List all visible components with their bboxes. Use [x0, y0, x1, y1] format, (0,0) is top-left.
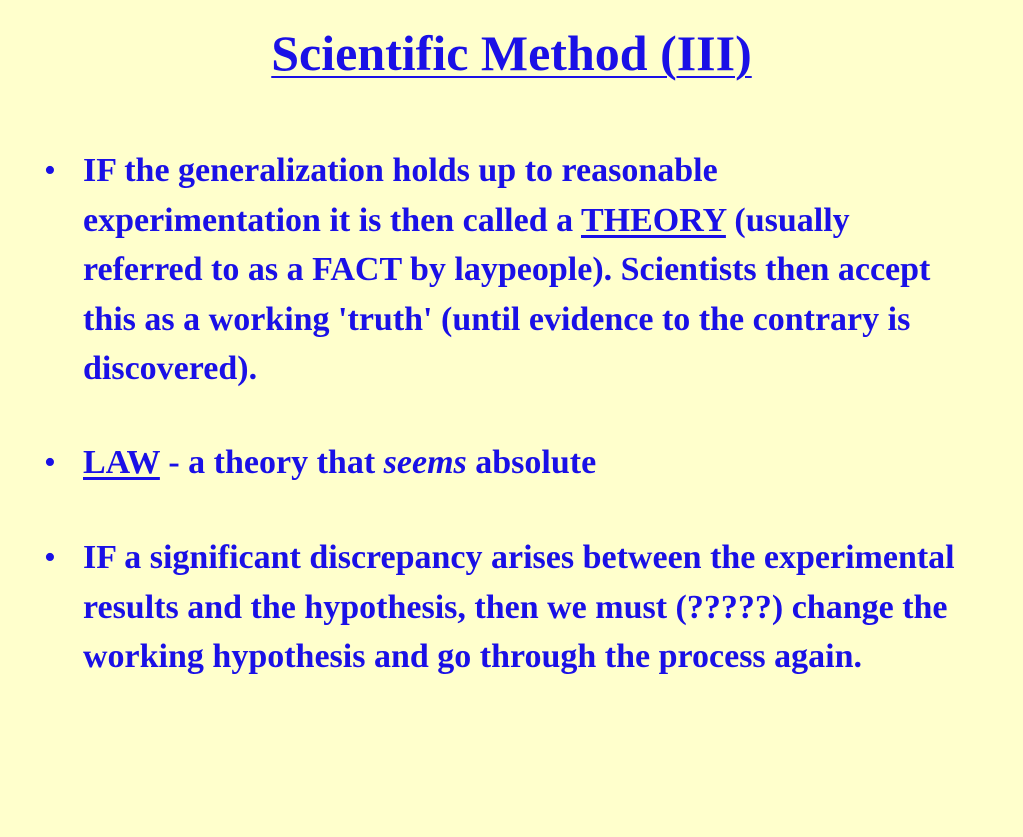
theory-term: THEORY	[581, 201, 726, 239]
bullet-text	[83, 438, 964, 488]
bullet-marker: •	[44, 539, 56, 576]
bullet-item-theory	[44, 146, 964, 394]
bullet-text	[83, 533, 964, 682]
bullet-text-part: IF a significant discrepancy arises between the experimental results and the hypothesis, then we must (?????) change the working hypothesis and go through the process again.	[83, 539, 955, 675]
seems-emphasis: seems	[383, 444, 467, 481]
bullet-item-law	[44, 438, 964, 488]
bullet-text	[83, 146, 964, 394]
bullet-item-discrepancy	[44, 533, 964, 682]
bullet-marker: •	[44, 152, 56, 189]
bullet-text-part: absolute	[466, 444, 597, 481]
bullet-marker: •	[44, 444, 56, 481]
slide-title: Scientific Method (III)	[271, 25, 752, 81]
law-term: LAW	[83, 444, 160, 481]
bullet-text-part: IF the generalization holds up to reasonable experimentation it is then called a	[83, 152, 718, 239]
bullet-text-part: - a theory that	[159, 444, 384, 481]
bullet-text-part: (usually referred to as a FACT by laypeople). Scientists then accept this as a working 'truth' (until evidence to the contrary is discovered).	[83, 201, 931, 387]
